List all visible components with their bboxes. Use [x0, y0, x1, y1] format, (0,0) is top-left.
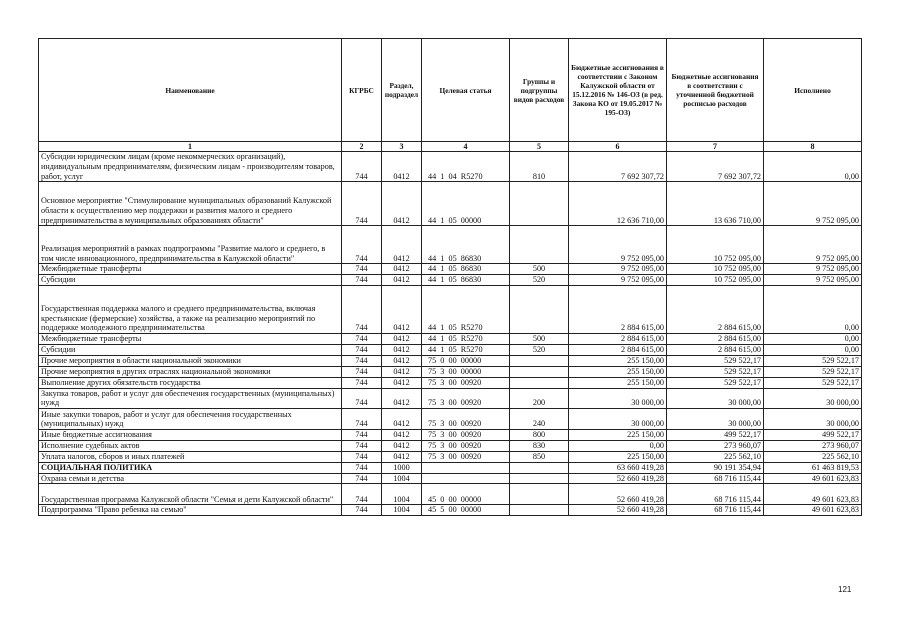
row-kgrbs-cell: 744 — [342, 275, 382, 286]
row-name-cell: Прочие мероприятия в области национальной экономики — [39, 356, 342, 367]
row-target-article-cell: 44 1 04 R5270 — [422, 152, 510, 182]
row-executed-cell: 273 960,07 — [764, 441, 862, 452]
table-row — [39, 377, 862, 388]
row-assignment-law-cell: 255 150,00 — [569, 356, 667, 367]
row-expense-group-cell: 830 — [510, 441, 569, 452]
header-assignment-refined: Бюджетные ассигнования в соответствии с уточненной бюджетной росписью расходов — [667, 39, 764, 142]
header-assignment-law: Бюджетные ассигнования в соответствии с Законом Калужской области от 15.12.2016 № 146-ОЗ (в ред. Закона КО от 19.05.2017 № 195-ОЗ) — [569, 39, 667, 142]
row-assignment-law-cell: 30 000,00 — [569, 388, 667, 409]
row-kgrbs-cell: 744 — [342, 356, 382, 367]
row-target-article-cell: 75 3 00 00920 — [422, 441, 510, 452]
row-assignment-law-cell: 255 150,00 — [569, 366, 667, 377]
row-kgrbs-cell: 744 — [342, 451, 382, 462]
row-razdel-cell: 1000 — [382, 462, 422, 473]
row-name-cell: Субсидии юридическим лицам (кроме некоммерческих организаций), индивидуальным предпринимателям, физическим лицам - производителям товаров, работ, услуг — [39, 152, 342, 182]
header-row — [39, 39, 862, 142]
page-number: 121 — [838, 585, 852, 594]
row-expense-group-cell — [510, 356, 569, 367]
row-expense-group-cell: 800 — [510, 430, 569, 441]
row-expense-group-cell — [510, 473, 569, 484]
row-name-cell: Иные бюджетные ассигнования — [39, 430, 342, 441]
row-razdel-cell: 1004 — [382, 473, 422, 484]
header-razdel: Раздел, подраздел — [382, 39, 422, 142]
row-kgrbs-cell: 744 — [342, 484, 382, 505]
row-name-cell: Исполнение судебных актов — [39, 441, 342, 452]
row-assignment-refined-cell: 68 716 115,44 — [667, 473, 764, 484]
row-razdel-cell: 0412 — [382, 334, 422, 345]
row-assignment-law-cell: 9 752 095,00 — [569, 264, 667, 275]
row-assignment-refined-cell: 529 522,17 — [667, 356, 764, 367]
row-executed-cell: 0,00 — [764, 334, 862, 345]
row-kgrbs-cell: 744 — [342, 388, 382, 409]
row-name-cell: Подпрограмма "Право ребенка на семью" — [39, 505, 342, 516]
row-razdel-cell: 0412 — [382, 275, 422, 286]
row-target-article-cell: 45 5 00 00000 — [422, 505, 510, 516]
row-executed-cell: 529 522,17 — [764, 356, 862, 367]
row-assignment-refined-cell: 30 000,00 — [667, 409, 764, 430]
row-assignment-refined-cell: 529 522,17 — [667, 377, 764, 388]
row-expense-group-cell — [510, 377, 569, 388]
row-executed-cell: 61 463 819,53 — [764, 462, 862, 473]
row-assignment-refined-cell: 225 562,10 — [667, 451, 764, 462]
row-razdel-cell: 0412 — [382, 388, 422, 409]
row-expense-group-cell — [510, 484, 569, 505]
row-razdel-cell: 0412 — [382, 377, 422, 388]
row-razdel-cell: 0412 — [382, 366, 422, 377]
row-name-cell: Иные закупки товаров, работ и услуг для обеспечения государственных (муниципальных) нужд — [39, 409, 342, 430]
row-name-cell: Государственная поддержка малого и среднего предпринимательства, включая крестьянские (фермерские) хозяйства, а также на реализацию мероприятий по поддержке молодежного предпринимательства — [39, 286, 342, 334]
row-kgrbs-cell: 744 — [342, 473, 382, 484]
row-expense-group-cell: 810 — [510, 152, 569, 182]
row-assignment-law-cell: 52 660 419,28 — [569, 505, 667, 516]
table-row — [39, 264, 862, 275]
table-row — [39, 430, 862, 441]
row-kgrbs-cell: 744 — [342, 505, 382, 516]
table-row — [39, 345, 862, 356]
table-row — [39, 356, 862, 367]
row-name-cell: Выполнение других обязательств государства — [39, 377, 342, 388]
row-assignment-law-cell: 2 884 615,00 — [569, 345, 667, 356]
row-name-cell: Прочие мероприятия в других отраслях национальной экономики — [39, 366, 342, 377]
row-executed-cell: 499 522,17 — [764, 430, 862, 441]
table-row — [39, 334, 862, 345]
row-name-cell: Субсидии — [39, 275, 342, 286]
column-number: 4 — [422, 142, 510, 152]
row-executed-cell: 9 752 095,00 — [764, 264, 862, 275]
row-executed-cell: 529 522,17 — [764, 377, 862, 388]
row-executed-cell: 30 000,00 — [764, 409, 862, 430]
row-expense-group-cell — [510, 286, 569, 334]
column-number: 2 — [342, 142, 382, 152]
row-name-cell: СОЦИАЛЬНАЯ ПОЛИТИКА — [39, 462, 342, 473]
table-row — [39, 152, 862, 182]
row-razdel-cell: 0412 — [382, 356, 422, 367]
row-kgrbs-cell: 744 — [342, 226, 382, 264]
table-row — [39, 505, 862, 516]
row-assignment-refined-cell: 2 884 615,00 — [667, 286, 764, 334]
row-assignment-refined-cell: 7 692 307,72 — [667, 152, 764, 182]
header-executed: Исполнено — [764, 39, 862, 142]
table-row — [39, 473, 862, 484]
row-assignment-refined-cell: 10 752 095,00 — [667, 264, 764, 275]
row-expense-group-cell — [510, 505, 569, 516]
row-razdel-cell: 1004 — [382, 484, 422, 505]
row-razdel-cell: 0412 — [382, 451, 422, 462]
row-assignment-refined-cell: 2 884 615,00 — [667, 345, 764, 356]
table-row — [39, 275, 862, 286]
row-assignment-law-cell: 12 636 710,00 — [569, 182, 667, 226]
row-assignment-refined-cell: 273 960,07 — [667, 441, 764, 452]
column-number: 3 — [382, 142, 422, 152]
row-kgrbs-cell: 744 — [342, 441, 382, 452]
row-assignment-refined-cell: 10 752 095,00 — [667, 275, 764, 286]
row-assignment-law-cell: 0,00 — [569, 441, 667, 452]
row-executed-cell: 529 522,17 — [764, 366, 862, 377]
row-expense-group-cell — [510, 182, 569, 226]
row-executed-cell: 0,00 — [764, 152, 862, 182]
row-target-article-cell: 75 3 00 00920 — [422, 409, 510, 430]
row-target-article-cell — [422, 473, 510, 484]
row-target-article-cell: 75 3 00 00920 — [422, 451, 510, 462]
column-number: 1 — [39, 142, 342, 152]
row-assignment-law-cell: 9 752 095,00 — [569, 275, 667, 286]
row-expense-group-cell: 500 — [510, 264, 569, 275]
row-expense-group-cell: 850 — [510, 451, 569, 462]
row-executed-cell: 0,00 — [764, 345, 862, 356]
row-kgrbs-cell: 744 — [342, 345, 382, 356]
row-razdel-cell: 1004 — [382, 505, 422, 516]
row-kgrbs-cell: 744 — [342, 366, 382, 377]
row-name-cell: Закупка товаров, работ и услуг для обеспечения государственных (муниципальных) нужд — [39, 388, 342, 409]
row-kgrbs-cell: 744 — [342, 182, 382, 226]
row-assignment-law-cell: 63 660 419,28 — [569, 462, 667, 473]
row-executed-cell: 0,00 — [764, 286, 862, 334]
row-kgrbs-cell: 744 — [342, 377, 382, 388]
table-row — [39, 462, 862, 473]
column-number: 8 — [764, 142, 862, 152]
row-executed-cell: 49 601 623,83 — [764, 505, 862, 516]
table-row — [39, 366, 862, 377]
header-target-article: Целевая статья — [422, 39, 510, 142]
row-kgrbs-cell: 744 — [342, 286, 382, 334]
row-assignment-law-cell: 2 884 615,00 — [569, 286, 667, 334]
row-assignment-law-cell: 52 660 419,28 — [569, 473, 667, 484]
row-kgrbs-cell: 744 — [342, 264, 382, 275]
table-row — [39, 409, 862, 430]
row-expense-group-cell — [510, 462, 569, 473]
row-target-article-cell: 75 3 00 00920 — [422, 388, 510, 409]
row-target-article-cell: 44 1 05 86830 — [422, 264, 510, 275]
table-row — [39, 388, 862, 409]
row-assignment-law-cell: 30 000,00 — [569, 409, 667, 430]
row-assignment-law-cell: 7 692 307,72 — [569, 152, 667, 182]
row-target-article-cell: 44 1 05 00000 — [422, 182, 510, 226]
row-razdel-cell: 0412 — [382, 286, 422, 334]
row-executed-cell: 49 601 623,83 — [764, 473, 862, 484]
row-kgrbs-cell: 744 — [342, 152, 382, 182]
row-expense-group-cell — [510, 226, 569, 264]
row-expense-group-cell — [510, 366, 569, 377]
row-razdel-cell: 0412 — [382, 226, 422, 264]
row-razdel-cell: 0412 — [382, 345, 422, 356]
row-assignment-refined-cell: 2 884 615,00 — [667, 334, 764, 345]
row-razdel-cell: 0412 — [382, 182, 422, 226]
row-assignment-refined-cell: 13 636 710,00 — [667, 182, 764, 226]
row-kgrbs-cell: 744 — [342, 462, 382, 473]
table-body — [39, 152, 862, 516]
row-assignment-refined-cell: 90 191 354,94 — [667, 462, 764, 473]
row-name-cell: Реализация мероприятий в рамках подпрограммы "Развитие малого и среднего, в том числе инновационного, предпринимательства в Калужской области" — [39, 226, 342, 264]
row-kgrbs-cell: 744 — [342, 334, 382, 345]
row-name-cell: Основное мероприятие "Стимулирование муниципальных образований Калужской области к осуществлению мер поддержки и развития малого и среднего предпринимательства в муниципальных образованиях области" — [39, 182, 342, 226]
row-assignment-law-cell: 2 884 615,00 — [569, 334, 667, 345]
row-executed-cell: 49 601 623,83 — [764, 484, 862, 505]
row-name-cell: Уплата налогов, сборов и иных платежей — [39, 451, 342, 462]
row-razdel-cell: 0412 — [382, 441, 422, 452]
row-name-cell: Межбюджетные трансферты — [39, 264, 342, 275]
row-target-article-cell: 44 1 05 86830 — [422, 226, 510, 264]
column-number-row — [39, 142, 862, 152]
budget-table-sheet — [38, 38, 861, 516]
row-assignment-law-cell: 9 752 095,00 — [569, 226, 667, 264]
row-target-article-cell: 44 1 05 R5270 — [422, 345, 510, 356]
row-assignment-law-cell: 52 660 419,28 — [569, 484, 667, 505]
row-executed-cell: 9 752 095,00 — [764, 182, 862, 226]
row-assignment-refined-cell: 68 716 115,44 — [667, 484, 764, 505]
row-expense-group-cell: 520 — [510, 275, 569, 286]
row-target-article-cell: 75 3 00 00000 — [422, 366, 510, 377]
table-row — [39, 484, 862, 505]
row-expense-group-cell: 200 — [510, 388, 569, 409]
budget-table — [38, 38, 862, 516]
row-target-article-cell: 75 0 00 00000 — [422, 356, 510, 367]
row-executed-cell: 225 562,10 — [764, 451, 862, 462]
row-assignment-refined-cell: 529 522,17 — [667, 366, 764, 377]
row-assignment-law-cell: 225 150,00 — [569, 430, 667, 441]
row-assignment-law-cell: 255 150,00 — [569, 377, 667, 388]
row-name-cell: Межбюджетные трансферты — [39, 334, 342, 345]
header-kgrbs: КГРБС — [342, 39, 382, 142]
column-number: 5 — [510, 142, 569, 152]
row-kgrbs-cell: 744 — [342, 430, 382, 441]
row-assignment-refined-cell: 68 716 115,44 — [667, 505, 764, 516]
row-razdel-cell: 0412 — [382, 430, 422, 441]
table-row — [39, 226, 862, 264]
header-name: Наименование — [39, 39, 342, 142]
row-executed-cell: 9 752 095,00 — [764, 226, 862, 264]
row-razdel-cell: 0412 — [382, 152, 422, 182]
row-expense-group-cell: 240 — [510, 409, 569, 430]
column-number: 7 — [667, 142, 764, 152]
row-target-article-cell: 45 0 00 00000 — [422, 484, 510, 505]
table-row — [39, 286, 862, 334]
row-assignment-law-cell: 225 150,00 — [569, 451, 667, 462]
row-target-article-cell: 44 1 05 R5270 — [422, 286, 510, 334]
row-target-article-cell — [422, 462, 510, 473]
row-target-article-cell: 44 1 05 R5270 — [422, 334, 510, 345]
row-expense-group-cell: 520 — [510, 345, 569, 356]
row-executed-cell: 30 000,00 — [764, 388, 862, 409]
table-row — [39, 182, 862, 226]
table-row — [39, 451, 862, 462]
column-number: 6 — [569, 142, 667, 152]
row-kgrbs-cell: 744 — [342, 409, 382, 430]
table-row — [39, 441, 862, 452]
row-name-cell: Охрана семьи и детства — [39, 473, 342, 484]
row-assignment-refined-cell: 30 000,00 — [667, 388, 764, 409]
row-target-article-cell: 75 3 00 00920 — [422, 377, 510, 388]
header-expense-group: Группы и подгруппы видов расходов — [510, 39, 569, 142]
row-razdel-cell: 0412 — [382, 409, 422, 430]
row-target-article-cell: 44 1 05 86830 — [422, 275, 510, 286]
row-name-cell: Субсидии — [39, 345, 342, 356]
row-assignment-refined-cell: 10 752 095,00 — [667, 226, 764, 264]
row-razdel-cell: 0412 — [382, 264, 422, 275]
row-name-cell: Государственная программа Калужской области "Семья и дети Калужской области" — [39, 484, 342, 505]
row-target-article-cell: 75 3 00 00920 — [422, 430, 510, 441]
row-assignment-refined-cell: 499 522,17 — [667, 430, 764, 441]
row-executed-cell: 9 752 095,00 — [764, 275, 862, 286]
row-expense-group-cell: 500 — [510, 334, 569, 345]
